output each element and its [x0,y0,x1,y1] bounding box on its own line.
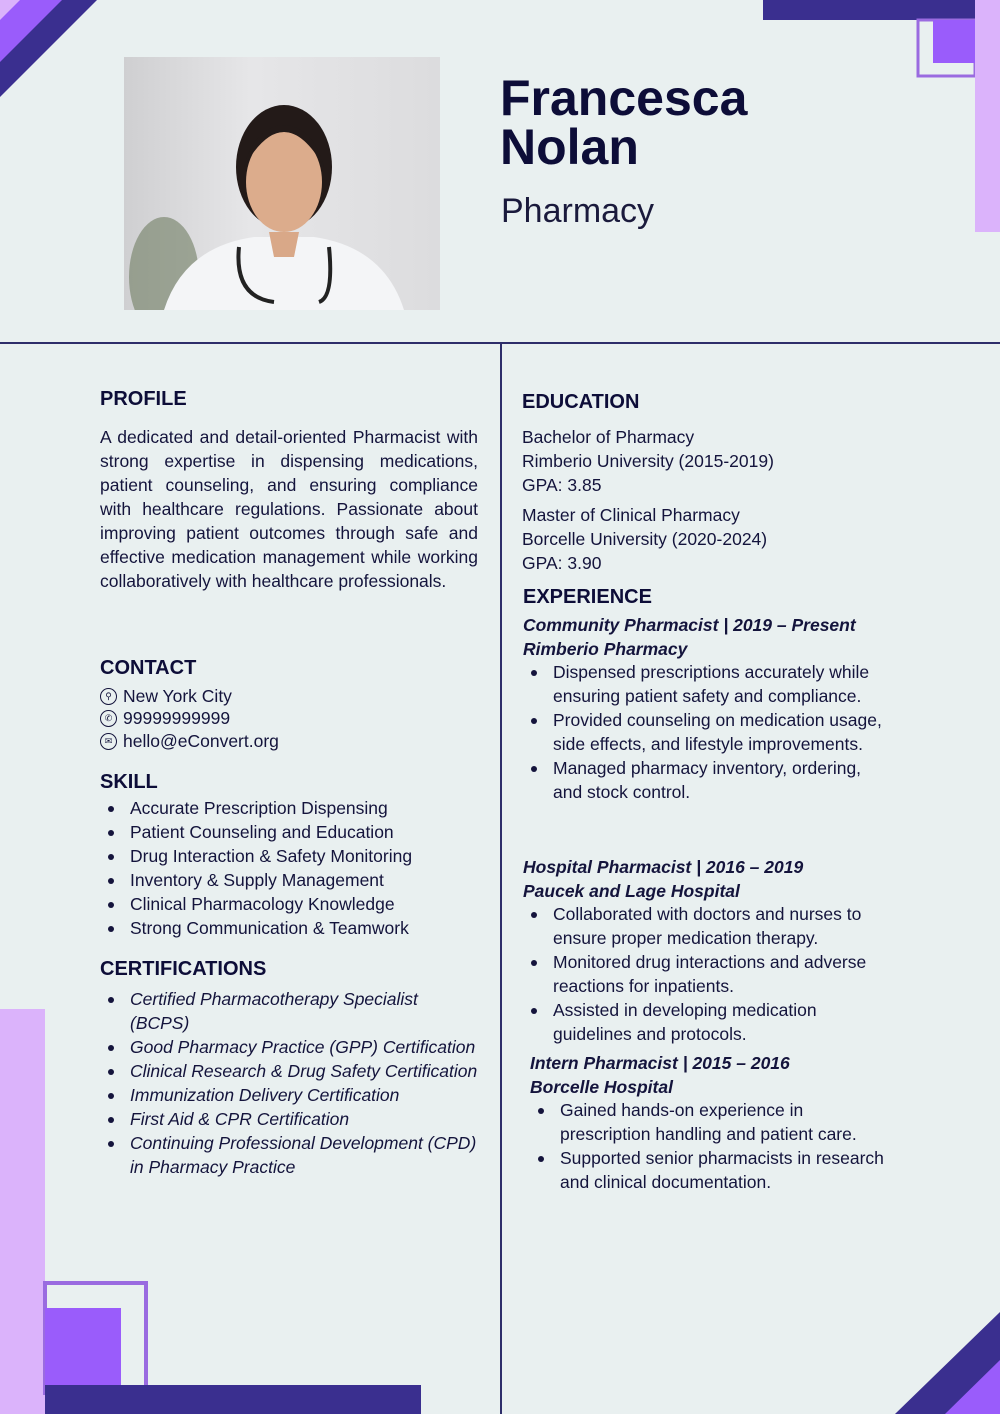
education-heading: EDUCATION [522,391,640,413]
school: Rimberio University (2015-2019) [522,451,774,471]
contact-email [100,730,279,753]
last-name: Nolan [500,119,639,175]
job-bullet: Managed pharmacy inventory, ordering, and stock control. [523,756,883,804]
job-org: Rimberio Pharmacy [523,639,688,659]
certifications-list [100,987,480,1179]
gpa: GPA: 3.85 [522,475,602,495]
certification-item: Clinical Research & Drug Safety Certification [100,1059,480,1083]
skill-item: Inventory & Supply Management [100,868,412,892]
job-title: Hospital Pharmacist | 2016 – 2019 [523,857,804,877]
job-header [523,613,856,661]
job-header [523,855,803,903]
job-bullet: Supported senior pharmacists in research and clinical documentation. [530,1146,895,1194]
degree: Master of Clinical Pharmacy [522,505,740,525]
certification-item: Continuing Professional Development (CPD) in Pharmacy Practice [100,1131,480,1179]
contact-list [100,685,279,753]
skill-item: Strong Communication & Teamwork [100,916,412,940]
education-item [522,503,767,575]
location-icon: ⚲ [100,688,117,705]
location-text: New York City [123,685,232,706]
job-title: Community Pharmacist | 2019 – Present [523,615,856,635]
contact-phone [100,708,279,731]
phone-icon: ✆ [100,710,117,727]
job-bullets [530,1098,895,1194]
skill-item: Drug Interaction & Safety Monitoring [100,844,412,868]
job-bullet: Collaborated with doctors and nurses to ensure proper medication therapy. [523,902,893,950]
profile-heading: PROFILE [100,388,187,410]
job-title: Pharmacy [501,192,655,230]
person-photo-placeholder [124,57,440,310]
education-item [522,425,774,497]
job-org: Borcelle Hospital [530,1077,673,1097]
job-bullets [523,660,883,804]
job-bullet: Dispensed prescriptions accurately while ensuring patient safety and compliance. [523,660,883,708]
job-bullet: Assisted in developing medication guidelines and protocols. [523,998,893,1046]
job-bullet: Gained hands-on experience in prescription handling and patient care. [530,1098,895,1146]
email-text[interactable]: hello@eConvert.org [123,730,279,751]
skill-heading: SKILL [100,771,158,793]
job-title: Intern Pharmacist | 2015 – 2016 [530,1053,790,1073]
skill-list [100,796,412,940]
degree: Bachelor of Pharmacy [522,427,695,447]
job-org: Paucek and Lage Hospital [523,881,740,901]
skill-item: Patient Counseling and Education [100,820,412,844]
gpa: GPA: 3.90 [522,553,602,573]
job-bullet: Monitored drug interactions and adverse reactions for inpatients. [523,950,893,998]
certification-item: First Aid & CPR Certification [100,1107,480,1131]
certifications-heading: CERTIFICATIONS [100,958,267,980]
job-header [530,1051,790,1099]
certification-item: Certified Pharmacotherapy Specialist (BCPS) [100,987,480,1035]
profile-text: A dedicated and detail-oriented Pharmacist with strong expertise in dispensing medications, patient counseling, and ensuring compliance with healthcare regulations. Passionate about improving patient outcomes through safe and effective medication management while working collaboratively with healthcare professionals. [100,427,478,591]
job-bullet: Provided counseling on medication usage, side effects, and lifestyle improvements. [523,708,883,756]
certification-item: Good Pharmacy Practice (GPP) Certification [100,1035,480,1059]
school: Borcelle University (2020-2024) [522,529,768,549]
skill-item: Accurate Prescription Dispensing [100,796,412,820]
email-icon: ✉ [100,733,117,750]
experience-heading: EXPERIENCE [523,586,652,608]
phone-text: 99999999999 [123,708,231,729]
certification-item: Immunization Delivery Certification [100,1083,480,1107]
vertical-divider [500,343,502,1414]
first-name: Francesca [500,70,748,126]
contact-heading: CONTACT [100,657,197,679]
candidate-name [500,70,748,175]
skill-item: Clinical Pharmacology Knowledge [100,892,412,916]
profile-photo [124,57,440,310]
job-bullets [523,902,893,1046]
contact-location [100,685,279,708]
